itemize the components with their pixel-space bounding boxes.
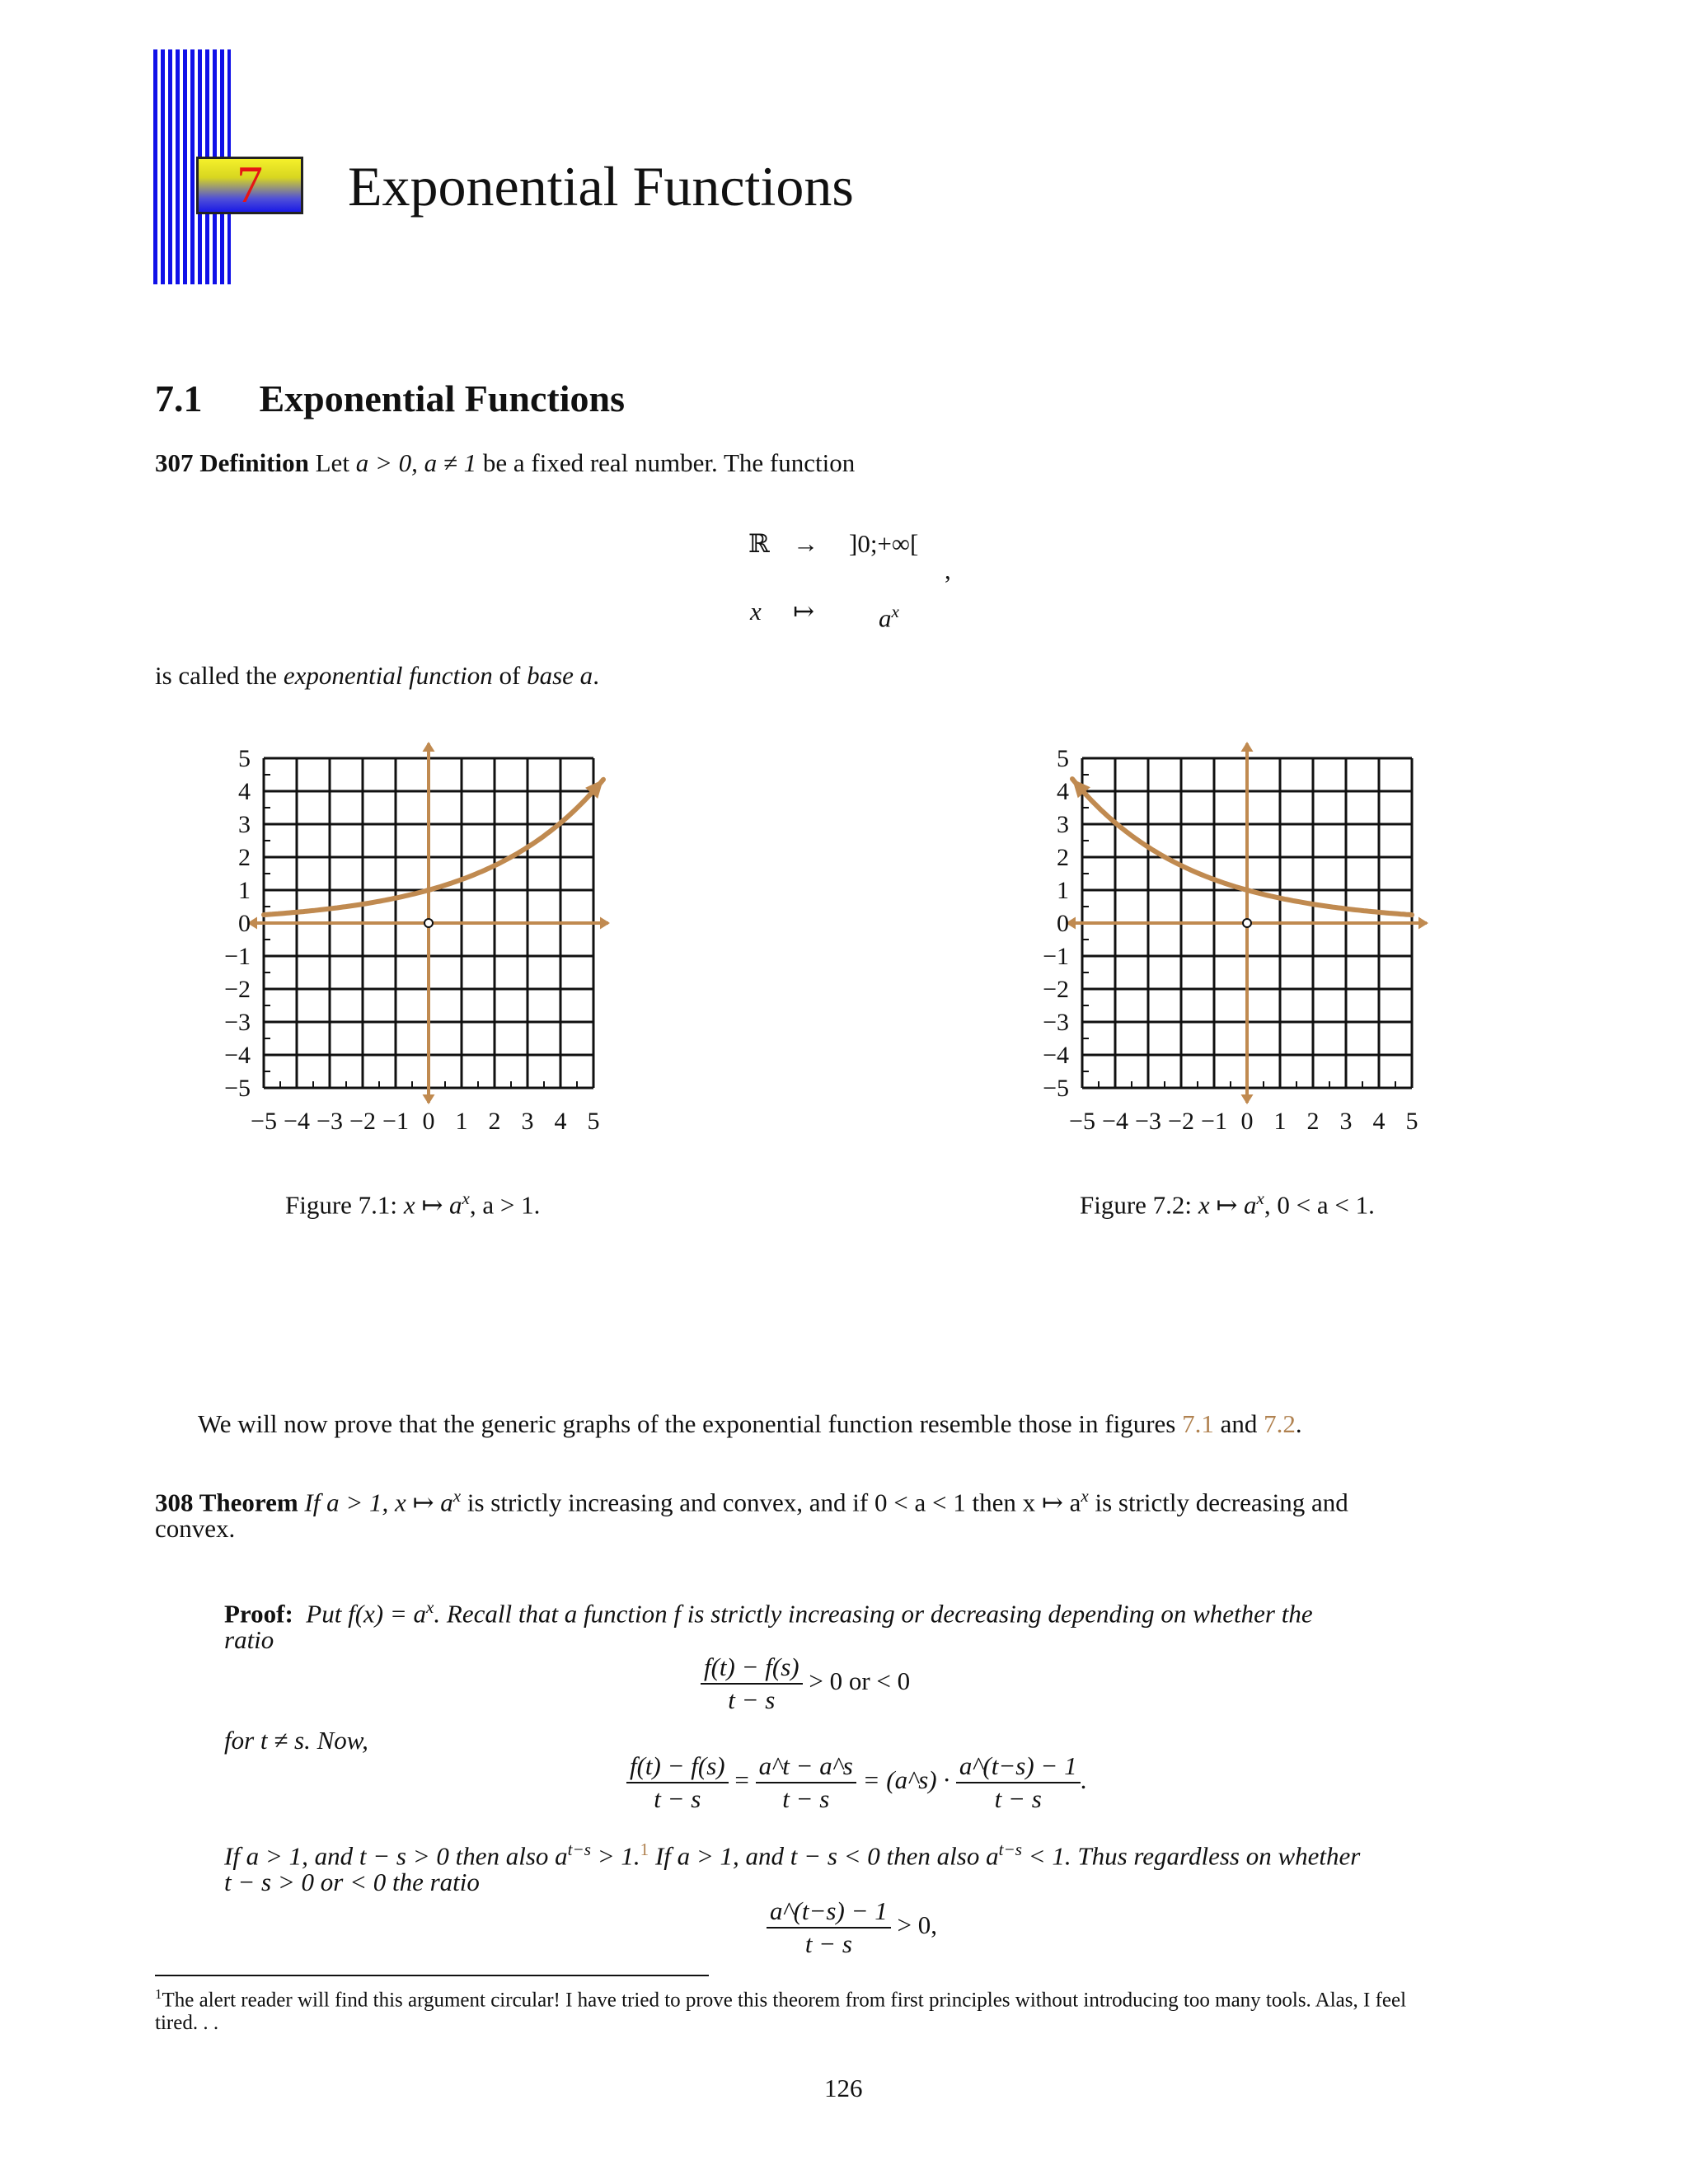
y-tick-label: 1 [238,877,251,904]
page-number: 126 [824,2074,863,2102]
y-tick-label: 5 [1057,745,1069,772]
x-tick-label: −4 [284,1108,310,1135]
eq-fraction-2 [756,1750,856,1815]
proof-sup: x [426,1597,434,1617]
equation-display [626,1750,1086,1815]
after-term: exponential function [283,661,493,690]
eq-num3: a^(t−s) − 1 [956,1750,1081,1783]
x-tick-label: −4 [1102,1108,1128,1135]
map-codomain: ]0;+∞[ [849,529,919,558]
footnote-ref[interactable]: 1 [640,1840,649,1859]
x-tick-label: −1 [1201,1108,1227,1135]
map-mapsto: ↦ [793,597,814,626]
y-tick-label: 4 [1057,778,1069,805]
proof3-c: If a > 1, and t − s < 0 then also a [649,1841,999,1871]
transition-sentence [198,1408,1302,1441]
eq-equals-2: = (a^s) · [862,1765,950,1795]
definition-text: Let [315,448,356,477]
definition-condition: a > 0, a ≠ 1 [355,448,477,477]
proof-for-now: for t ≠ s. Now, [224,1726,368,1755]
y-axis-arrow-down [423,1094,435,1104]
proof3-sup2: t−s [998,1840,1022,1859]
after-base: base a [527,661,593,690]
transition-end: . [1295,1409,1302,1438]
eq-den2: t − s [782,1784,830,1813]
x-tick-label: 3 [521,1108,534,1135]
x-tick-label: −5 [1069,1108,1095,1135]
eq-den1: t − s [654,1784,701,1813]
theorem-text-b: is strictly increasing and convex, and if 0 < a < 1 then x ↦ a [461,1488,1081,1517]
map-comma: , [945,555,951,584]
chapter-number: 7 [237,155,263,213]
y-tick-label: 3 [238,811,251,838]
figure-7-1-chart [198,738,626,1150]
origin-marker [1243,919,1251,927]
chapter-number-box [196,157,303,214]
ratio-display [701,1652,910,1716]
y-tick-label: −3 [1043,1009,1069,1036]
eq-fraction-1 [626,1750,729,1815]
proof3-d: < 1. Thus regardless on whether [1021,1841,1361,1871]
figure-7-2-chart [1016,738,1445,1150]
proof-text-b: . Recall that a function f is strictly increasing or decreasing depending on whether the [434,1599,1313,1629]
y-tick-label: −2 [224,976,251,1003]
exponential-curve [1072,779,1412,915]
map-ax-exponent: x [891,602,899,621]
x-tick-label: 1 [1273,1108,1287,1135]
definition-after [155,659,599,692]
fig2-caption-sup: x [1256,1188,1264,1208]
map-domain: ℝ [748,529,770,558]
x-axis-arrow-right [1418,917,1428,930]
section-heading [155,374,625,424]
map-ax [879,595,899,635]
ratio-fraction [701,1652,803,1716]
fig1-caption-math: x ↦ a [403,1190,462,1220]
y-axis-arrow-down [1241,1094,1254,1104]
figure-7-1-link[interactable]: 7.1 [1182,1409,1214,1438]
proof-line1b: ratio [224,1625,274,1654]
final-fraction [767,1896,891,1960]
y-tick-label: 3 [1057,811,1069,838]
after-period: . [593,661,599,690]
y-tick-label: 1 [1057,877,1069,904]
after-text-c: of [492,661,528,690]
y-tick-label: 2 [238,844,251,871]
x-tick-label: 1 [455,1108,468,1135]
eq-fraction-3 [956,1750,1081,1815]
x-tick-label: 4 [554,1108,567,1135]
exponential-curve [264,780,603,915]
section-number: 7.1 [155,377,203,419]
after-text-a: is called the [155,661,284,690]
map-arrow: → [793,529,818,558]
ratio-num: f(t) − f(s) [701,1652,803,1685]
footnote [155,1980,1533,2014]
final-num: a^(t−s) − 1 [767,1896,891,1929]
proof3-sup1: t−s [567,1840,591,1859]
y-tick-label: 5 [238,745,251,772]
final-display [767,1896,937,1960]
transition-text: We will now prove that the generic graphs of the exponential function resemble those in figures [198,1409,1183,1438]
y-tick-label: −3 [224,1009,251,1036]
fig1-caption-prefix: Figure 7.1: [285,1190,404,1220]
theorem-label: 308 Theorem [155,1488,298,1517]
x-tick-label: −5 [251,1108,277,1135]
figure-7-2-caption [1080,1182,1375,1221]
eq-num2: a^t − a^s [756,1750,856,1783]
x-tick-label: −3 [1135,1108,1161,1135]
x-tick-label: −1 [382,1108,409,1135]
y-tick-label: −5 [1043,1075,1069,1102]
proof-line1 [224,1591,1477,1630]
y-tick-label: −4 [224,1042,251,1069]
proof3-a: If a > 1, and t − s > 0 then also a [224,1841,568,1871]
y-tick-label: −1 [1043,943,1069,970]
y-tick-label: −2 [1043,976,1069,1003]
y-tick-label: 0 [238,910,251,937]
map-x: x [750,597,762,626]
proof-text-a: Put f(x) = a [306,1599,427,1629]
x-tick-label: 0 [422,1108,435,1135]
y-tick-label: 0 [1057,910,1069,937]
y-tick-label: 4 [238,778,251,805]
eq-num1: f(t) − f(s) [626,1750,729,1783]
definition-line [155,447,855,480]
theorem-line2: convex. [155,1514,236,1543]
definition-label: 307 Definition [155,448,309,477]
origin-marker [424,919,433,927]
final-tail: > 0, [897,1910,937,1940]
transition-and: and [1213,1409,1264,1438]
x-tick-label: 5 [1405,1108,1418,1135]
definition-text-end: be a fixed real number. The function [476,448,856,477]
theorem-text-a: If a > 1, x ↦ a [298,1488,453,1517]
footnote-mark: 1 [155,1986,162,2002]
ratio-tail: > 0 or < 0 [809,1666,911,1696]
y-axis-arrow-up [423,742,435,752]
theorem-text-c: is strictly decreasing and [1088,1488,1348,1517]
eq-equals-1: = [734,1765,749,1795]
figure-7-2-link[interactable]: 7.2 [1264,1409,1296,1438]
fig1-caption-sup: x [462,1188,470,1208]
ratio-den: t − s [728,1685,776,1714]
x-tick-label: 2 [488,1108,501,1135]
fig2-caption-math: x ↦ a [1198,1190,1257,1220]
x-tick-label: −2 [349,1108,376,1135]
x-axis-arrow-right [600,917,610,930]
map-ax-base: a [879,603,892,633]
figure-7-1-caption [285,1182,540,1221]
eq-den3: t − s [994,1784,1042,1813]
eq-end: . [1080,1765,1087,1795]
theorem-sup2: x [1081,1486,1089,1506]
x-tick-label: 4 [1372,1108,1386,1135]
x-tick-label: 5 [587,1108,600,1135]
theorem-sup1: x [452,1486,462,1506]
y-tick-label: −1 [224,943,251,970]
x-tick-label: −2 [1168,1108,1194,1135]
theorem-line1 [155,1479,1533,1519]
y-axis-arrow-up [1241,742,1254,752]
footnote-rule [155,1975,709,1976]
x-tick-label: 2 [1306,1108,1320,1135]
fig1-caption-rest: , a > 1. [469,1190,541,1220]
y-tick-label: 2 [1057,844,1069,871]
x-tick-label: −3 [316,1108,343,1135]
proof-label: Proof: [224,1599,293,1629]
footnote-line1: The alert reader will find this argument circular! I have tried to prove this theorem from first principles without introducing too many tools. Alas, I feel [162,1989,1407,2012]
x-tick-label: 3 [1339,1108,1353,1135]
proof-line3b: t − s > 0 or < 0 the ratio [224,1868,480,1896]
y-tick-label: −4 [1043,1042,1069,1069]
fig2-caption-rest: , 0 < a < 1. [1264,1190,1375,1220]
section-title: Exponential Functions [259,377,625,419]
chapter-title: Exponential Functions [348,155,854,218]
y-tick-label: −5 [224,1075,251,1102]
proof3-b: > 1. [590,1841,640,1871]
footnote-line2: tired. . . [155,2012,219,2034]
x-tick-label: 0 [1240,1108,1254,1135]
final-den: t − s [804,1929,852,1958]
fig2-caption-prefix: Figure 7.2: [1080,1190,1198,1220]
